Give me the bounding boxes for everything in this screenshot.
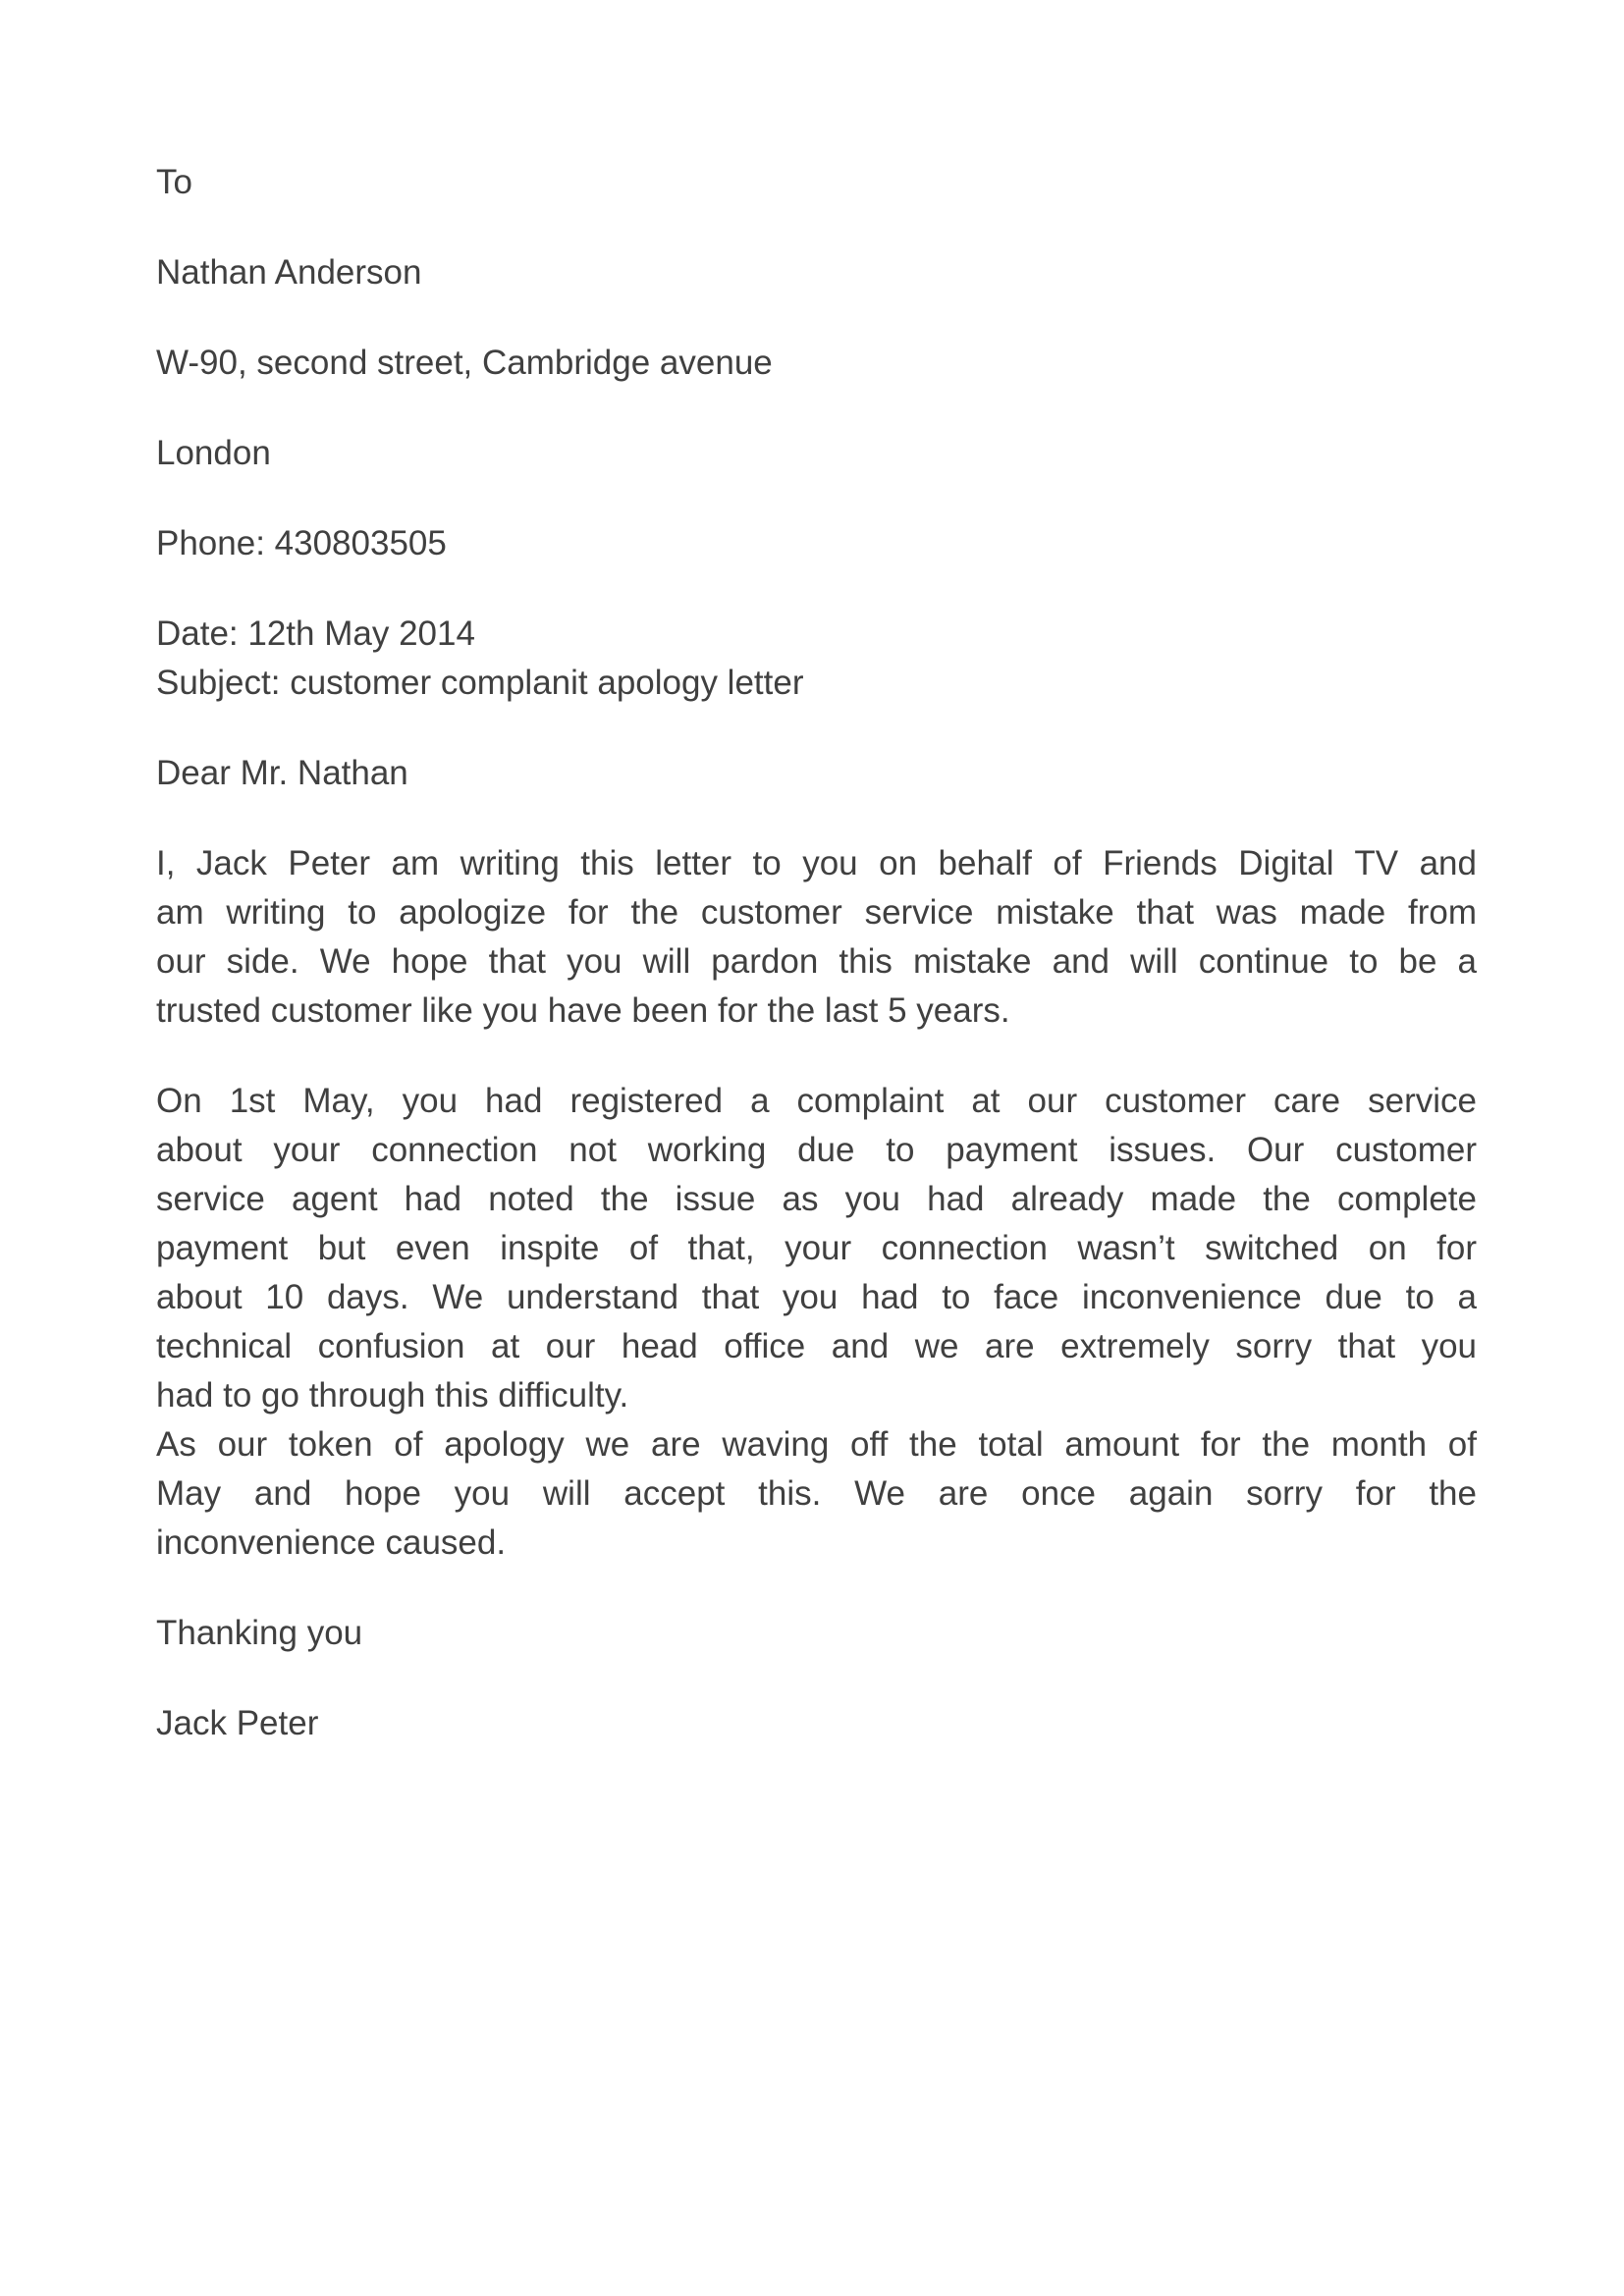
city: London: [156, 434, 271, 472]
phone: Phone: 430803505: [156, 524, 447, 562]
city-block: [156, 429, 1477, 478]
paragraph-line: May and hope you will accept this. We are once again sorry for the: [156, 1474, 1477, 1513]
paragraph-line: about 10 days. We understand that you had to face inconvenience due to a: [156, 1278, 1477, 1316]
letter-page: [156, 158, 1477, 1789]
phone-block: [156, 519, 1477, 568]
paragraph-line: I, Jack Peter am writing this letter to you on behalf of Friends Digital TV and: [156, 844, 1477, 882]
recipient-name: Nathan Anderson: [156, 253, 422, 292]
salutation-block: [156, 749, 1477, 798]
address-line: W-90, second street, Cambridge avenue: [156, 344, 773, 382]
paragraph-line: service agent had noted the issue as you had already made the complete: [156, 1180, 1477, 1218]
paragraph-1: [156, 839, 1477, 1036]
paragraph-line: On 1st May, you had registered a complaint at our customer care service: [156, 1082, 1477, 1120]
signature-block: [156, 1699, 1477, 1748]
date: Date: 12th May 2014: [156, 614, 475, 653]
date-subject-block: [156, 610, 1477, 708]
paragraph-line: our side. We hope that you will pardon this mistake and will continue to be a: [156, 942, 1477, 981]
paragraph-2: [156, 1077, 1477, 1568]
paragraph-line: am writing to apologize for the customer service mistake that was made from: [156, 893, 1477, 932]
subject: Subject: customer complanit apology letter: [156, 664, 804, 702]
paragraph-line: technical confusion at our head office and we are extremely sorry that you: [156, 1327, 1477, 1365]
signature: Jack Peter: [156, 1704, 319, 1742]
closing: Thanking you: [156, 1614, 363, 1652]
to-label: To: [156, 163, 192, 201]
recipient-name-block: [156, 248, 1477, 297]
paragraph-line: payment but even inspite of that, your connection wasn’t switched on for: [156, 1229, 1477, 1267]
to-label-block: [156, 158, 1477, 207]
paragraph-line: inconvenience caused.: [156, 1523, 507, 1562]
closing-block: [156, 1609, 1477, 1658]
address-block: [156, 339, 1477, 388]
salutation: Dear Mr. Nathan: [156, 754, 408, 792]
paragraph-line: about your connection not working due to payment issues. Our customer: [156, 1131, 1477, 1169]
paragraph-line: trusted customer like you have been for the last 5 years.: [156, 991, 1010, 1030]
paragraph-line: As our token of apology we are waving off the total amount for the month of: [156, 1425, 1477, 1464]
paragraph-line: had to go through this difficulty.: [156, 1376, 629, 1415]
